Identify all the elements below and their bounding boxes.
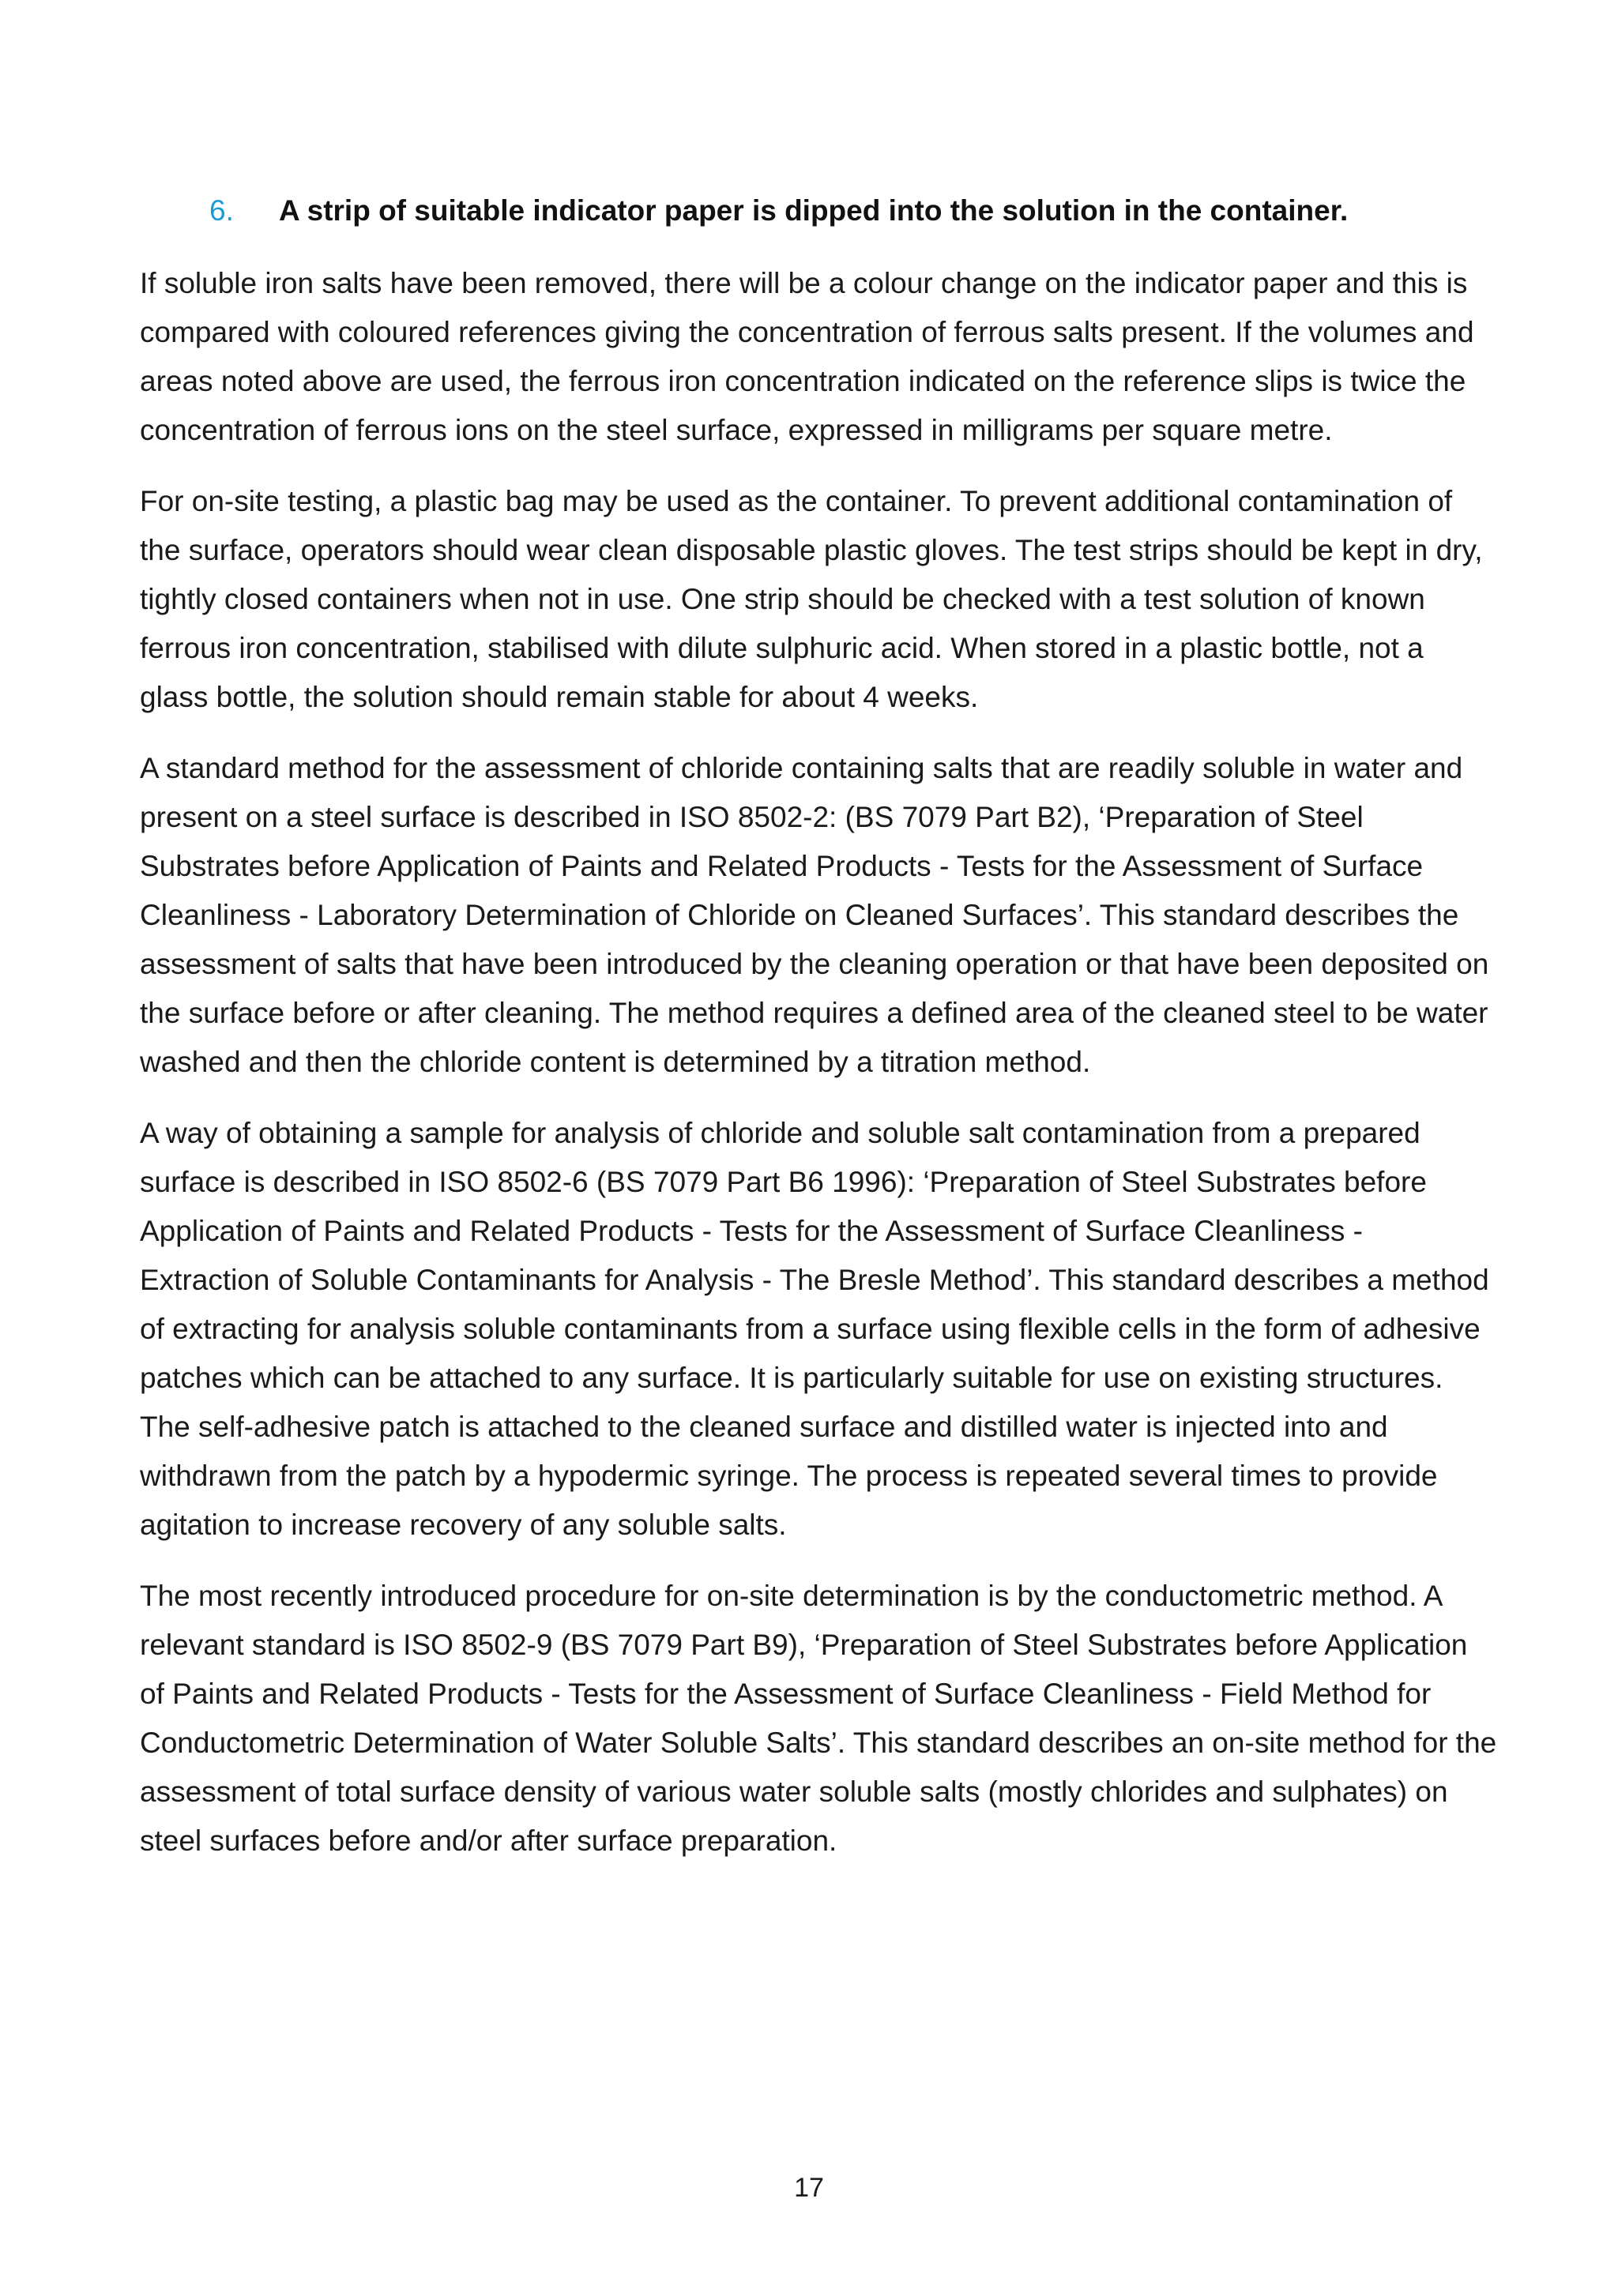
step-text: A strip of suitable indicator paper is dipped into the solution in the container. [279,194,1349,227]
step-heading [209,186,1497,235]
paragraph-on-site-testing: For on-site testing, a plastic bag may be used as the container. To prevent additional contamination of the surface, operators should wear clean disposable plastic gloves. The test strips should be kept in dry, tightly closed containers when not in use. One strip should be checked with a test solution of known ferrous iron concentration, stabilised with dilute sulphuric acid. When stored in a plastic bottle, not a glass bottle, the solution should remain stable for about 4 weeks. [140,485,1483,713]
paragraph-iso-8502-2: A standard method for the assessment of chloride containing salts that are readily soluble in water and present on a steel surface is described in ISO 8502-2: (BS 7079 Part B2), ‘Preparation of Steel Substrates before Application of Paints and Related Products - Tests for the Assessment of Surface Cleanliness - Laboratory Determination of Chloride on Cleaned Surfaces’. This standard describes the assessment of salts that have been introduced by the cleaning operation or that have been deposited on the surface before or after cleaning. The method requires a defined area of the cleaned steel to be water washed and then the chloride content is determined by a titration method. [140,752,1489,1078]
page-content [140,186,1497,1888]
page-number: 17 [794,2173,824,2203]
paragraph-iron-salts: If soluble iron salts have been removed, there will be a colour change on the indicator paper and this is compared with coloured references giving the concentration of ferrous salts present. If the volumes and areas noted above are used, the ferrous iron concentration indicated on the reference slips is twice the concentration of ferrous ions on the steel surface, expressed in milligrams per square metre. [140,267,1474,446]
paragraph-iso-8502-9: The most recently introduced procedure for on-site determination is by the conductometric method. A relevant standard is ISO 8502-9 (BS 7079 Part B9), ‘Preparation of Steel Substrates before Application of Paints and Related Products - Tests for the Assessment of Surface Cleanliness - Field Method for Conductometric Determination of Water Soluble Salts’. This standard describes an on-site method for the assessment of total surface density of various water soluble salts (mostly chlorides and sulphates) on steel surfaces before and/or after surface preparation. [140,1580,1497,1857]
step-number: 6. [209,194,234,227]
paragraph-iso-8502-6: A way of obtaining a sample for analysis of chloride and soluble salt contamination from a prepared surface is described in ISO 8502-6 (BS 7079 Part B6 1996): ‘Preparation of Steel Substrates before Application of Paints and Related Products - Tests for the Assessment of Surface Cleanliness - Extraction of Soluble Contaminants for Analysis - The Bresle Method’. This standard describes a method of extracting for analysis soluble contaminants from a surface using flexible cells in the form of adhesive patches which can be attached to any surface. It is particularly suitable for use on existing structures. The self-adhesive patch is attached to the cleaned surface and distilled water is injected into and withdrawn from the patch by a hypodermic syringe. The process is repeated several times to provide agitation to increase recovery of any soluble salts. [140,1117,1489,1541]
